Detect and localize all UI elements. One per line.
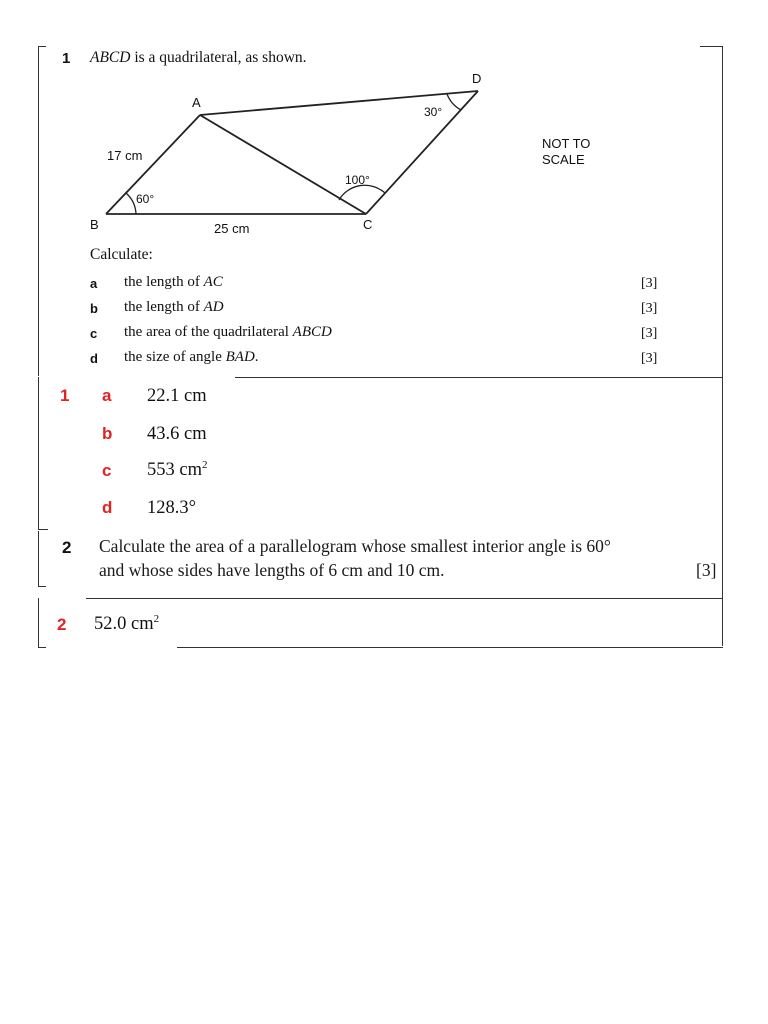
part-text-italic: AC	[203, 274, 223, 290]
part-text-italic: ABCD	[292, 324, 332, 340]
angle-c-label: 100°	[345, 173, 370, 187]
a2-bottom-tick	[38, 647, 46, 648]
part-letter: b	[90, 301, 98, 316]
answer-2-value-text: 52.0 cm	[94, 614, 154, 634]
side-ab-label: 17 cm	[107, 148, 143, 163]
not-to-scale-line2: SCALE	[542, 152, 585, 167]
answer-value-text: 22.1 cm	[147, 386, 207, 406]
part-marks: [3]	[641, 326, 658, 341]
question-2-line-1: Calculate the area of a parallelogram whose smallest interior angle is 60°	[99, 536, 611, 556]
answer-2-number: 2	[57, 615, 67, 634]
part-text	[124, 324, 332, 341]
part-text-main: the size of angle	[124, 349, 226, 365]
part-text-suffix: .	[254, 349, 259, 365]
angle-arc-d	[447, 94, 461, 110]
a2-left-border	[38, 598, 39, 648]
answer-value	[147, 385, 207, 407]
vertex-d-label: D	[472, 71, 482, 86]
angle-d-label: 30°	[424, 105, 443, 119]
part-text-main: the area of the quadrilateral	[124, 324, 293, 340]
answer-value-text: 43.6 cm	[147, 424, 207, 444]
answer-value	[147, 497, 196, 519]
part-text-italic: AD	[203, 299, 224, 315]
answer-letter: c	[102, 461, 112, 480]
q2-bottom-rule	[86, 598, 723, 599]
part-text	[124, 299, 224, 316]
q2-left-border	[38, 531, 39, 586]
angle-arc-b	[126, 193, 136, 214]
question-2-marks: [3]	[696, 560, 717, 580]
a2-bottom-rule	[177, 647, 723, 648]
answer-letter: b	[102, 424, 113, 443]
question-1-intro-rest: is a quadrilateral, as shown.	[130, 49, 307, 66]
vertex-c-label: C	[363, 217, 373, 232]
side-bc-label: 25 cm	[214, 221, 250, 236]
angle-b-label: 60°	[136, 192, 155, 206]
calculate-label: Calculate:	[90, 246, 153, 263]
part-marks: [3]	[641, 351, 658, 366]
answer-value	[147, 423, 207, 445]
a1-left-border	[38, 377, 39, 529]
answer-2-value	[94, 613, 159, 635]
part-letter: a	[90, 276, 98, 291]
part-text-main: the length of	[124, 299, 204, 315]
diagonal-ac	[200, 115, 366, 214]
part-text	[124, 274, 223, 291]
answer-value	[147, 459, 207, 481]
q2-bottom-tick	[38, 586, 46, 587]
part-letter: c	[90, 326, 98, 341]
part-text-italic: BAD	[225, 349, 255, 365]
answer-letter: d	[102, 498, 113, 517]
not-to-scale-line1: NOT TO	[542, 136, 591, 151]
question-1-intro-shape: ABCD	[90, 49, 131, 66]
answer-value-text: 553 cm	[147, 460, 202, 480]
answer-1-number: 1	[60, 386, 70, 405]
part-marks: [3]	[641, 276, 658, 291]
part-text-main: the length of	[124, 274, 204, 290]
answer-value-sup: 2	[201, 459, 208, 471]
angle-arc-c	[339, 185, 385, 200]
part-marks: [3]	[641, 301, 658, 316]
answer-letter: a	[102, 386, 112, 405]
vertex-a-label: A	[192, 95, 201, 110]
vertex-b-label: B	[90, 217, 99, 232]
question-2-line-2: and whose sides have lengths of 6 cm and 10 cm.	[99, 560, 445, 580]
question-2-number: 2	[62, 538, 72, 557]
part-letter: d	[90, 351, 98, 366]
question-1-number: 1	[62, 50, 71, 67]
quadrilateral-diagram	[0, 0, 768, 380]
answer-value-text: 128.3°	[147, 498, 197, 518]
a1-bottom-tick	[38, 529, 48, 530]
answer-2-value-sup: 2	[153, 613, 160, 625]
part-text	[124, 349, 259, 366]
